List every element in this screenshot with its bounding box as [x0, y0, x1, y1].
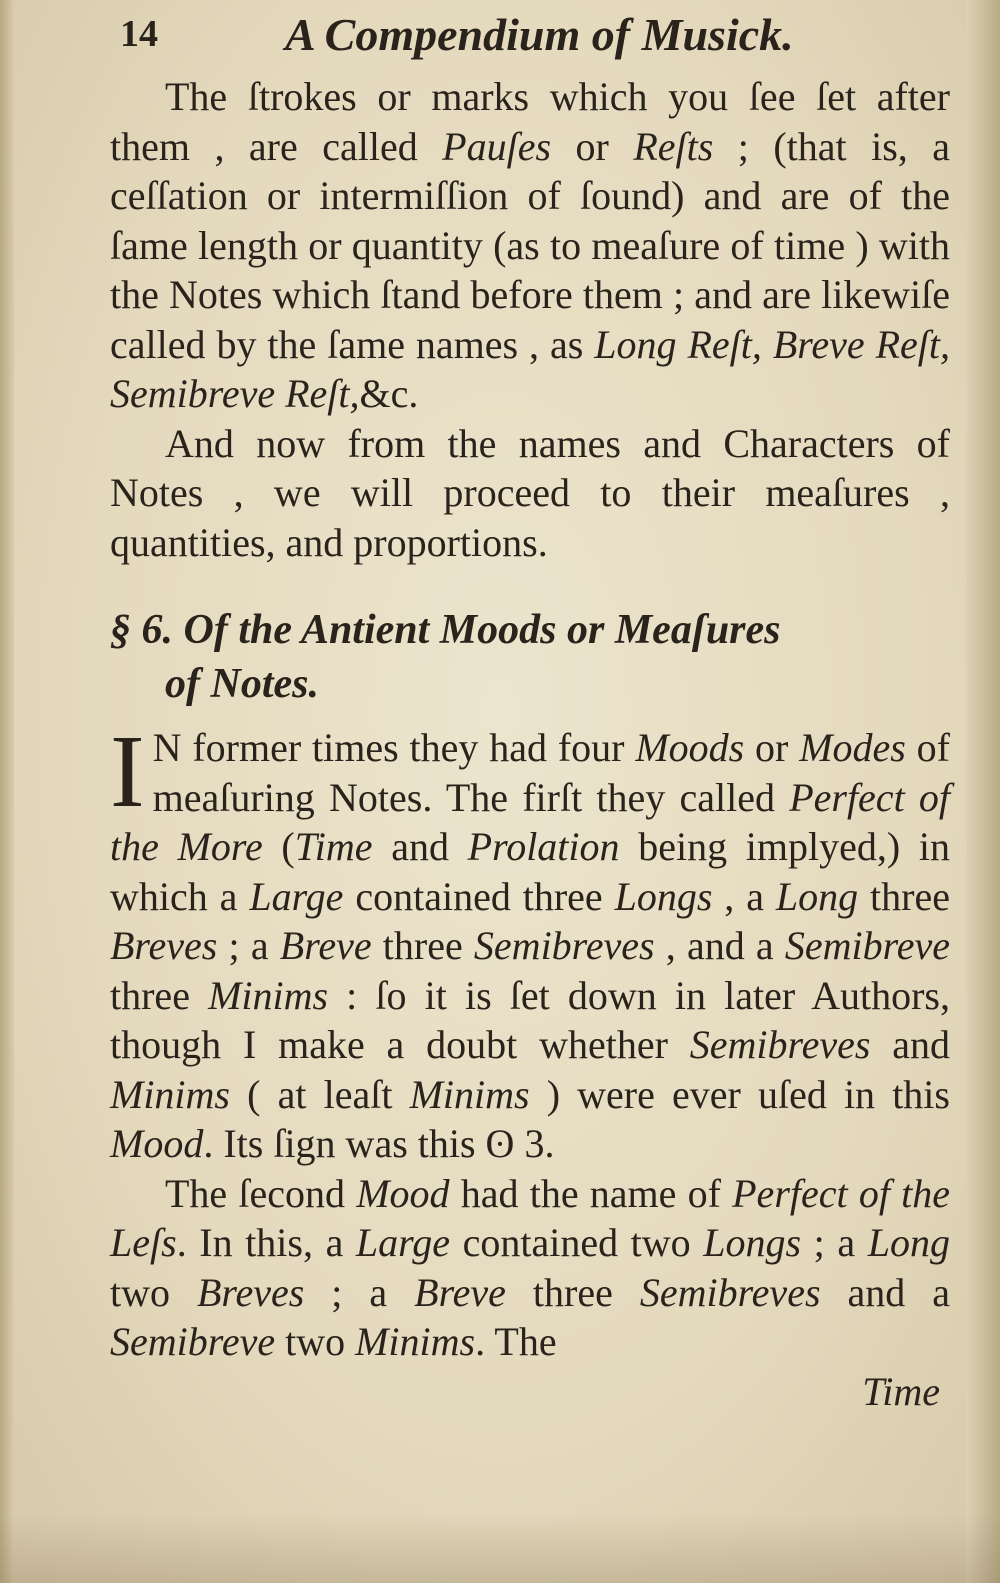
term: Prolation	[467, 824, 620, 869]
section-heading-line2: of Notes.	[165, 661, 319, 707]
text-run: three	[505, 1269, 640, 1315]
page-header	[120, 8, 820, 68]
text-run: being implyed,) in which a	[110, 824, 950, 919]
term: Minims	[355, 1319, 476, 1364]
text-run: ; a	[217, 923, 280, 968]
moods-paragraph	[110, 714, 951, 1169]
term: Breve	[279, 923, 372, 968]
term: Perfect of the More	[110, 774, 950, 869]
text-run: ) were ever uſed in this	[529, 1071, 950, 1117]
term: Semibreve	[110, 1319, 276, 1364]
text-run: two	[275, 1319, 356, 1364]
text-run: two	[110, 1269, 197, 1315]
text-run: The ſecond	[165, 1170, 357, 1216]
text-run: three	[371, 923, 474, 968]
term: Breves	[110, 923, 218, 968]
term-rests: Reſts	[633, 123, 714, 169]
term: Minims	[110, 1071, 230, 1117]
text-run: . The	[475, 1319, 557, 1364]
page-number: 14	[120, 13, 158, 55]
second-mood-paragraph	[110, 1169, 950, 1367]
text-run: and	[372, 824, 468, 869]
term: Moods	[635, 725, 745, 770]
term: Minims	[409, 1071, 530, 1117]
term-rest-names: Long Reſt, Breve Reſt, Semibreve Reſt,	[110, 321, 950, 416]
term-pauses: Pauſes	[442, 123, 552, 169]
term: Mood	[356, 1170, 450, 1216]
text-run: (	[262, 824, 295, 869]
term: Longs	[614, 873, 713, 919]
text-run: ; (that is, a ceſſation or intermiſſion of ſound) and are of the ſame length or quantity (as to meaſure of time ) with the Notes which ſtand before them ; and are likewiſe called by the ſame names , as	[110, 123, 951, 367]
text-run: or	[551, 123, 634, 169]
term: Long	[775, 873, 859, 919]
text-run: ; a	[801, 1220, 868, 1265]
term: Semibreves	[473, 923, 655, 968]
text-run: ; a	[304, 1269, 415, 1315]
term: Semibreves	[639, 1269, 821, 1315]
page-right-edge	[966, 0, 1000, 1583]
text-run: , and a	[654, 923, 785, 968]
term: Semibreves	[689, 1022, 871, 1067]
body-text	[110, 72, 950, 1416]
text-run: : ſo it is ſet down in later Authors, though I make a doubt whether	[110, 972, 950, 1067]
term: Longs	[703, 1220, 802, 1265]
page-bottom-shadow	[0, 1513, 1000, 1583]
term: Breves	[196, 1269, 305, 1315]
text-run: , a	[712, 873, 776, 919]
text-run: contained two	[450, 1220, 704, 1265]
spacer	[110, 567, 950, 603]
text-run: had the name of	[449, 1170, 733, 1216]
term: Large	[249, 873, 344, 919]
term: Perfect of the Leſs	[110, 1170, 950, 1265]
spacer	[110, 711, 950, 723]
text-run: contained three	[343, 873, 615, 919]
section-heading-line1: § 6. Of the Antient Moods or Meaſures	[110, 607, 781, 653]
text-run: and a	[820, 1269, 950, 1315]
intro-paragraph	[110, 72, 950, 419]
term: Breve	[414, 1269, 506, 1315]
term: Long	[867, 1220, 950, 1265]
term: Semibreve	[784, 923, 950, 968]
catchword: Time	[862, 1368, 940, 1414]
text-run: ( at leaſt	[230, 1071, 410, 1117]
text-run: or	[744, 725, 800, 770]
text-run: N former times they had four	[152, 725, 636, 770]
term: Time	[294, 824, 373, 869]
text-run: and	[870, 1022, 950, 1067]
section-heading	[110, 603, 950, 711]
term: Modes	[799, 725, 906, 770]
drop-cap: I	[110, 714, 145, 829]
transition-paragraph: And now from the names and Characters of Notes , we will proceed to their meaſures , quantities, and proportions.	[110, 420, 950, 565]
text-run: &c.	[359, 371, 419, 416]
text-run: The ſtrokes or marks which you ſee ſet after them , are called	[110, 74, 950, 169]
text-run: three	[110, 972, 209, 1018]
page-left-edge	[0, 0, 14, 1583]
text-run: three	[858, 873, 950, 919]
term: Minims	[208, 972, 329, 1018]
term: Mood	[110, 1121, 204, 1166]
text-run: . In this, a	[176, 1220, 356, 1265]
running-title: A Compendium of Musick.	[285, 9, 794, 60]
text-run: . Its ſign was this ʘ 3.	[203, 1121, 555, 1166]
term: Large	[355, 1220, 451, 1265]
text-run: of meaſuring Notes. The firſt they called	[152, 725, 951, 820]
